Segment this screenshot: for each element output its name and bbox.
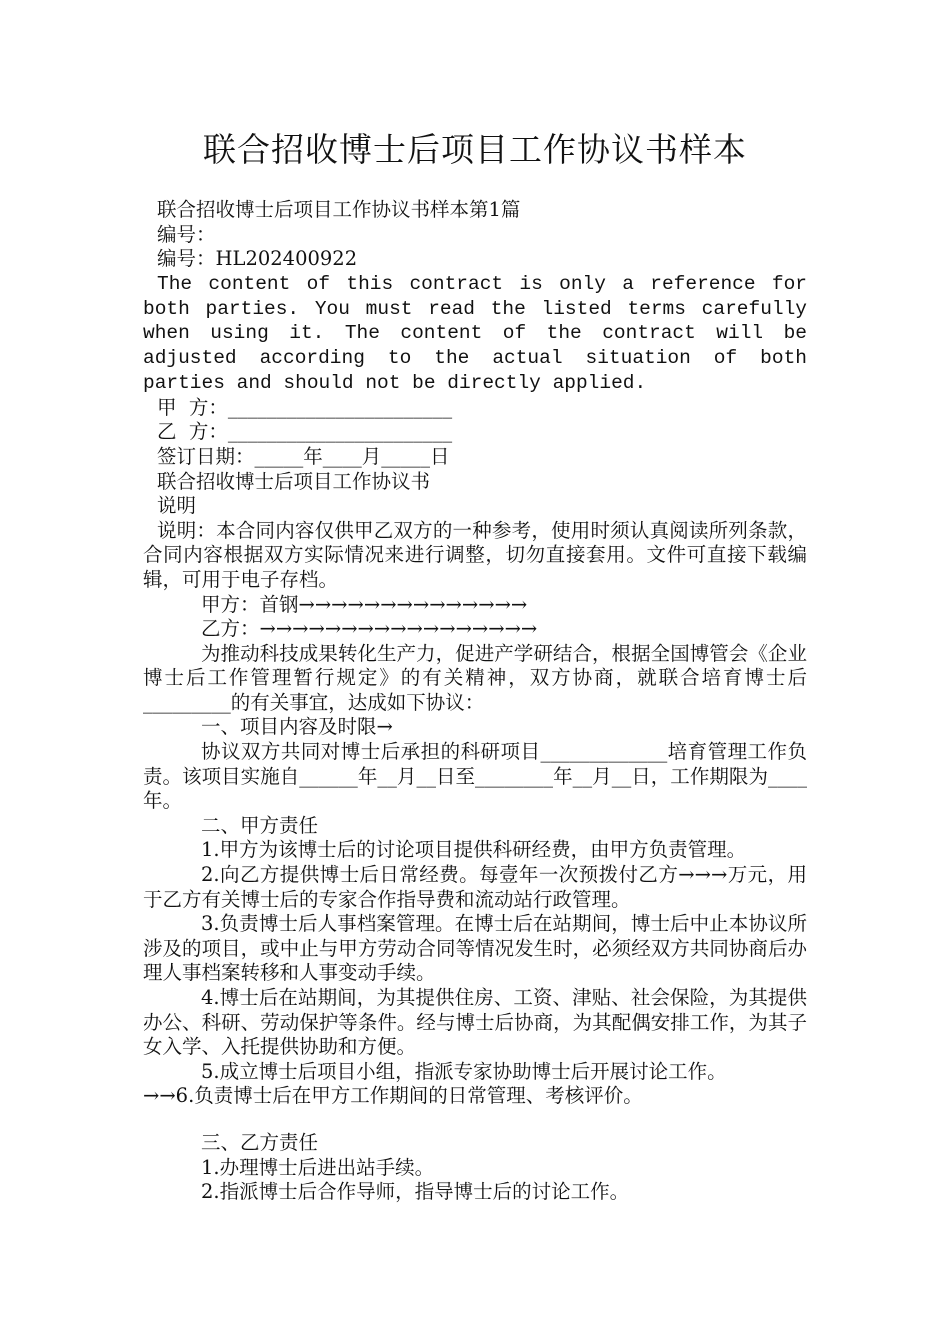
clause-a3: 3.负责博士后人事档案管理。在博士后在站期间，博士后中止本协议所涉及的项目，或中止与甲方劳动合同等情况发生时，必须经双方共同协商后办理人事档案转移和人事变动手续。 bbox=[143, 912, 807, 985]
section-1-heading: 一、项目内容及时限→ bbox=[201, 715, 393, 739]
document-page bbox=[143, 128, 819, 1205]
document-name: 联合招收博士后项目工作协议书 bbox=[157, 469, 431, 493]
clause-a6: →→6.负责博士后在甲方工作期间的日常管理、考核评价。 bbox=[143, 1084, 643, 1108]
contract-number: 编号：HL202400922 bbox=[157, 247, 358, 271]
explain-body: 说明：本合同内容仅供甲乙双方的一种参考，使用时须认真阅读所列条款，合同内容根据双方实际情况来进行调整，切勿直接套用。文件可直接下载编辑，可用于电子存档。 bbox=[143, 518, 807, 591]
party-b-line: 乙方：→→→→→→→→→→→→→→→→→ bbox=[201, 617, 538, 641]
party-a-blank: 甲 方：_______________________ bbox=[157, 395, 453, 419]
clause-a4: 4.博士后在站期间，为其提供住房、工资、津贴、社会保险，为其提供办公、科研、劳动保护等条件。经与博士后协商，为其配偶安排工作，为其子女入学、入托提供协助和方便。 bbox=[143, 986, 807, 1059]
clause-a1: 1.甲方为该博士后的讨论项目提供科研经费，由甲方负责管理。 bbox=[201, 838, 747, 862]
section-3-heading: 三、乙方责任 bbox=[201, 1130, 319, 1154]
clause-b2: 2.指派博士后合作导师，指导博士后的讨论工作。 bbox=[201, 1180, 630, 1204]
clause-a5: 5.成立博士后项目小组，指派专家协助博士后开展讨论工作。 bbox=[201, 1059, 727, 1083]
intro-paragraph: 为推动科技成果转化生产力，促进产学研结合，根据全国博管会《企业博士后工作管理暂行规定》的有关精神，双方协商，就联合培育博士后_________的有关事宜，达成如下协议： bbox=[143, 641, 807, 714]
clause-a2: 2.向乙方提供博士后日常经费。每壹年一次预拨付乙方→→→万元，用于乙方有关博士后的专家合作指导费和流动站行政管理。 bbox=[143, 863, 807, 911]
english-note: The content of this contract is only a reference for both parties. You must read the listed terms carefully when using it. The content of the contract will be adjusted according to the actual situation of both parties and should not be directly applied. bbox=[143, 272, 819, 394]
section-1-body: 协议双方共同对博士后承担的科研项目_____________培育管理工作负责。该项目实施自______年__月__日至________年__月__日，工作期限为____年。 bbox=[143, 740, 807, 813]
chapter-heading: 联合招收博士后项目工作协议书样本第1篇 bbox=[157, 198, 521, 221]
document-title: 联合招收博士后项目工作协议书样本 bbox=[203, 130, 747, 169]
clause-b1: 1.办理博士后进出站手续。 bbox=[201, 1155, 435, 1179]
section-2-heading: 二、甲方责任 bbox=[201, 813, 319, 837]
sign-date: 签订日期：_____年____月_____日 bbox=[157, 444, 450, 468]
blank-line bbox=[143, 1109, 807, 1131]
party-b-blank: 乙 方：_______________________ bbox=[157, 420, 453, 444]
party-a-line: 甲方：首钢→→→→→→→→→→→→→→ bbox=[201, 592, 528, 616]
number-label: 编号： bbox=[157, 222, 216, 246]
explain-heading: 说明 bbox=[157, 494, 197, 518]
